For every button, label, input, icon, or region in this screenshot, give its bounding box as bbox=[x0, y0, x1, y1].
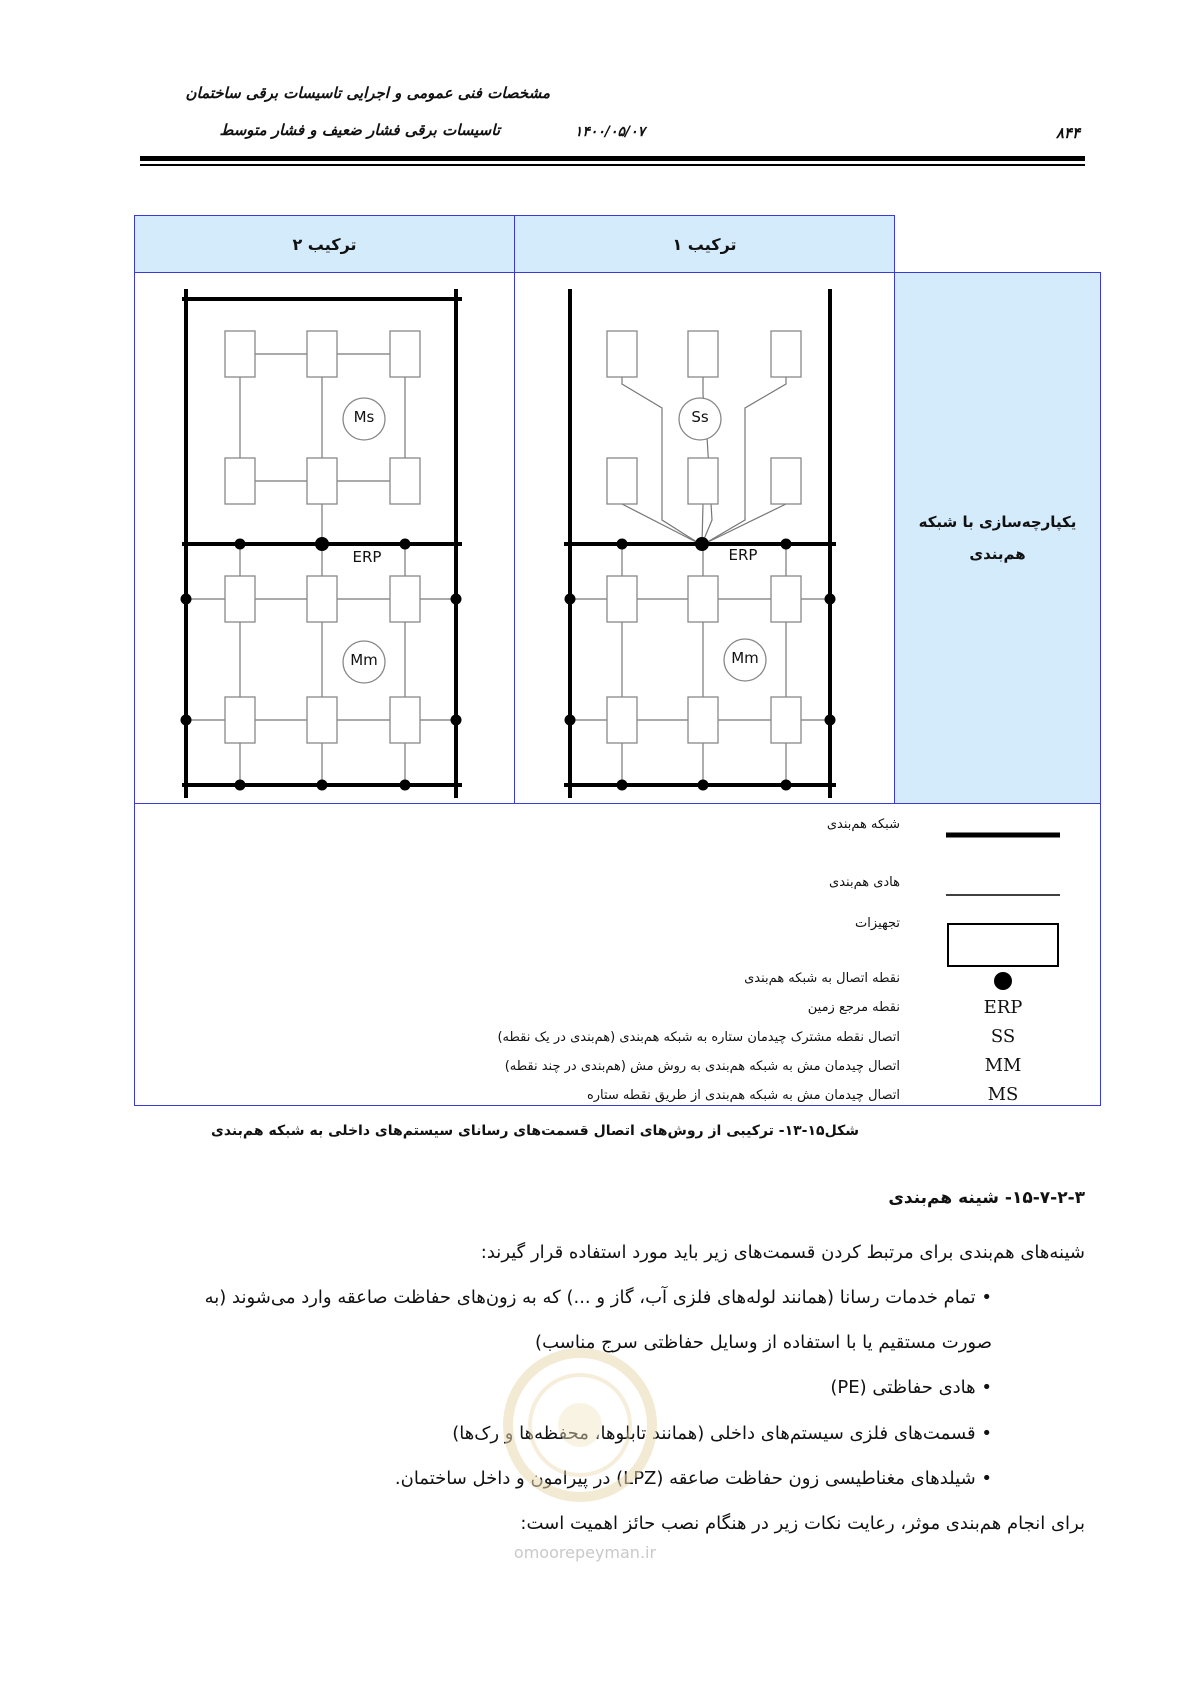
legend-dot-icon bbox=[994, 972, 1012, 990]
header-title-line2: تاسیسات برقی فشار ضعیف و فشار متوسط bbox=[219, 121, 500, 139]
legend-label-ms: اتصال چیدمان مش به شبکه هم‌بندی از طریق نقطه ستاره bbox=[586, 1088, 900, 1103]
legend-symbol-erp: ERP bbox=[983, 997, 1023, 1018]
header-date: ۱۴۰۰/۰۵/۰۷ bbox=[574, 124, 646, 140]
bullet-text: شیلدهای مغناطیسی زون حفاظت صاعقه (LPZ) در پیرامون و داخل ساختمان. bbox=[394, 1468, 976, 1489]
legend-symbol-ss: SS bbox=[990, 1026, 1016, 1047]
bullet-text: قسمت‌های فلزی سیستم‌های داخلی (همانند تابلوها، محفظه‌ها و رک‌ها) bbox=[452, 1423, 976, 1444]
col2-header: ترکیب ۲ bbox=[134, 215, 515, 273]
page-number: ۸۴۴ bbox=[1055, 124, 1080, 142]
legend-label-mm: اتصال چیدمان مش به شبکه هم‌بندی به روش مش (هم‌بندی در چند نقطه) bbox=[504, 1059, 900, 1074]
figure-caption: شکل۱۵-۱۳- ترکیبی از روش‌های اتصال قسمت‌های رسانای سیستم‌های داخلی به شبکه هم‌بندی bbox=[211, 1123, 859, 1139]
watermark-logo bbox=[495, 1330, 665, 1530]
bullet-icon: • bbox=[975, 1287, 992, 1308]
header-title-line1: مشخصات فنی عمومی و اجرایی تاسیسات برقی ساختمان bbox=[185, 84, 550, 102]
legend-symbol-mm: MM bbox=[984, 1055, 1022, 1076]
legend-label-erp: نقطه مرجع زمین bbox=[807, 1000, 900, 1015]
bullet-icon: • bbox=[975, 1377, 992, 1398]
label-star-combination-1: Ss bbox=[691, 408, 709, 426]
label-mesh-combination-2: Mm bbox=[350, 651, 378, 669]
legend-equipment-icon bbox=[948, 924, 1058, 966]
diagram-combination-1 bbox=[564, 289, 836, 798]
row-label-line1: یکپارچه‌سازی با شبکه bbox=[918, 513, 1077, 531]
legend-symbol-ms: MS bbox=[987, 1084, 1019, 1105]
bullet-icon: • bbox=[975, 1423, 992, 1444]
legend-label-connection-point: نقطه اتصال به شبکه هم‌بندی bbox=[744, 971, 900, 986]
label-erp-combination-2: ERP bbox=[352, 548, 382, 566]
label-mesh-combination-1: Mm bbox=[731, 649, 759, 667]
label-mesh-star-combination-2: Ms bbox=[353, 408, 375, 426]
section-closing: برای انجام هم‌بندی موثر، رعایت نکات زیر در هنگام نصب حائز اهمیت است: bbox=[520, 1513, 1085, 1534]
bullet-icon: • bbox=[975, 1468, 992, 1489]
legend-label-ss: اتصال نقطه مشترک چیدمان ستاره به شبکه هم‌بندی (هم‌بندی در یک نقطه) bbox=[497, 1030, 900, 1045]
legend-label-bonding-network: شبکه هم‌بندی bbox=[826, 817, 900, 832]
watermark-text: omoorepeyman.ir bbox=[513, 1543, 657, 1562]
legend-label-bonding-conductor: هادی هم‌بندی bbox=[829, 875, 900, 890]
bullet-continuation: صورت مستقیم یا با استفاده از وسایل حفاظتی سرج مناسب) bbox=[535, 1332, 992, 1353]
bullet-item bbox=[135, 1283, 992, 1313]
legend-label-equipment: تجهیزات bbox=[855, 916, 900, 931]
section-intro: شینه‌های هم‌بندی برای مرتبط کردن قسمت‌های زیر باید مورد استفاده قرار گیرند: bbox=[480, 1242, 1085, 1263]
label-erp-combination-1: ERP bbox=[728, 546, 758, 564]
diagram-combination-2 bbox=[181, 289, 463, 798]
col1-header: ترکیب ۱ bbox=[514, 215, 895, 273]
bullet-text: تمام خدمات رسانا (همانند لوله‌های فلزی آب، گاز و ...) که به زون‌های حفاظت صاعقه وارد می‌شوند (به bbox=[204, 1287, 976, 1308]
legend-symbols-svg bbox=[940, 810, 1080, 990]
row-label-line2: هم‌بندی bbox=[969, 545, 1026, 563]
section-heading: ۱۵-۷-۲-۳- شینه هم‌بندی bbox=[888, 1188, 1085, 1208]
bullet-text: هادی حفاظتی (PE) bbox=[830, 1377, 976, 1398]
